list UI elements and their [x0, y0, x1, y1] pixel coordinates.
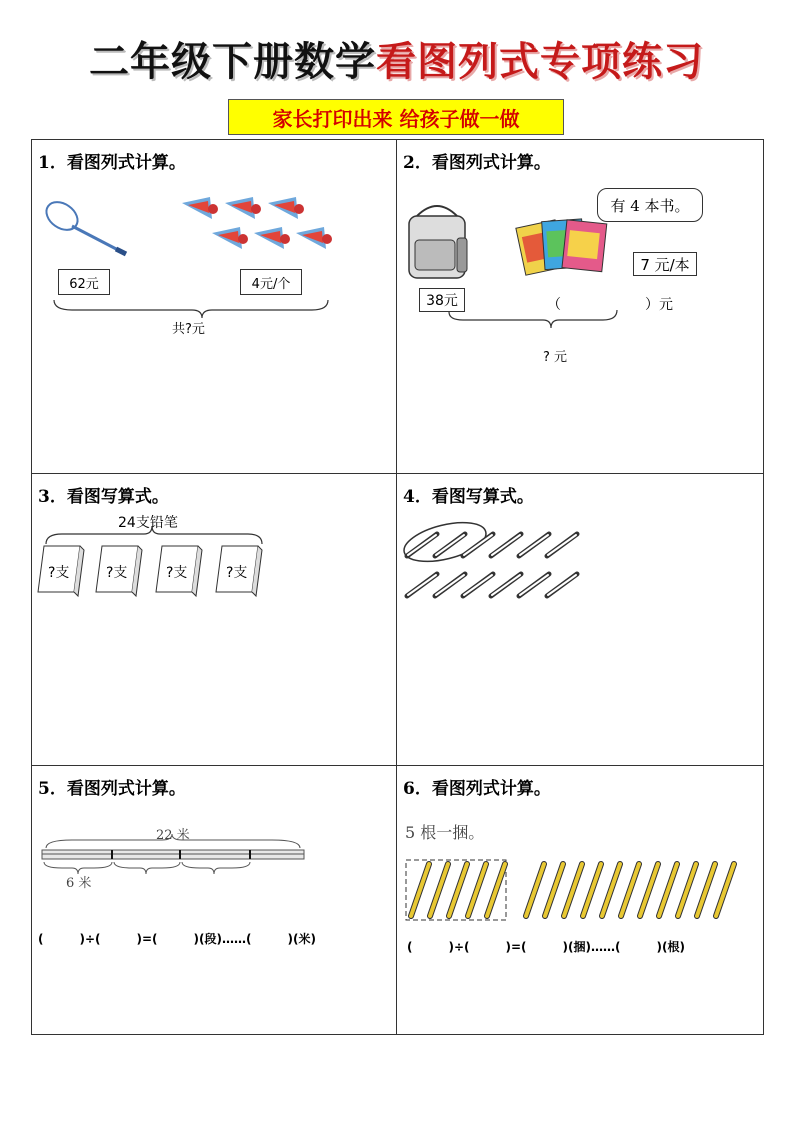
pencil-icon — [547, 534, 577, 556]
shuttle-price: 4元/个 — [240, 269, 302, 295]
problem-title: 2．看图列式计算。 — [403, 153, 551, 173]
stick-icon — [678, 864, 696, 916]
equation-line: ( )÷( )=( )(段)……( )(米) — [38, 932, 316, 946]
pencil-icon — [491, 534, 521, 556]
stick-icon — [487, 864, 505, 916]
books-cost-blank: （ ）元 — [547, 297, 673, 313]
pencil-groups — [397, 474, 764, 614]
pencil-icon — [407, 534, 437, 556]
problem-6 — [397, 766, 764, 1036]
box-label: ?支 — [166, 565, 188, 581]
print-banner: 家长打印出来 给孩子做一做 — [228, 99, 564, 135]
stick-icon — [430, 864, 448, 916]
stick-icon — [545, 864, 563, 916]
group-circle — [400, 515, 490, 568]
pencil-icon — [435, 574, 465, 596]
pencil-icon — [519, 574, 549, 596]
pencil-icon — [407, 574, 437, 596]
pencil-icon — [435, 534, 465, 556]
stick-icon — [564, 864, 582, 916]
unit-price: 7 元/本 — [633, 252, 697, 276]
length-label: 22 米 — [156, 828, 190, 843]
title-main: 二年级下册数学 — [89, 39, 376, 85]
stick-icon — [697, 864, 715, 916]
stick-icon — [526, 864, 544, 916]
sticks-diagram — [397, 766, 764, 906]
stick-icon — [411, 864, 429, 916]
stick-icon — [468, 864, 486, 916]
pencil-boxes — [32, 474, 396, 614]
segment-label: 6 米 — [66, 876, 92, 891]
stick-icon — [640, 864, 658, 916]
pencil-icon — [519, 534, 549, 556]
bundle-note: 5 根一捆。 — [405, 823, 485, 842]
pencil-icon — [463, 534, 493, 556]
problem-title: 4．看图写算式。 — [403, 487, 534, 507]
box-label: ?支 — [226, 565, 248, 581]
box-label: ?支 — [106, 565, 128, 581]
problem-5 — [32, 766, 396, 1036]
problem-title: 1．看图列式计算。 — [38, 153, 186, 173]
problem-3 — [32, 474, 396, 765]
pencil-icon — [491, 574, 521, 596]
total-label: ? 元 — [543, 350, 568, 365]
bag-price: 38元 — [419, 288, 465, 312]
stick-icon — [583, 864, 601, 916]
page-title — [0, 34, 793, 90]
problem-4 — [397, 474, 764, 765]
stick-icon — [659, 864, 677, 916]
problem-1 — [32, 140, 396, 473]
problem-title: 3．看图写算式。 — [38, 487, 169, 507]
stick-icon — [716, 864, 734, 916]
exercise-grid — [31, 139, 764, 1035]
total-label: 24支铅笔 — [118, 515, 178, 531]
problem-2 — [397, 140, 764, 473]
problem-title: 5．看图列式计算。 — [38, 779, 186, 799]
racket-price: 62元 — [58, 269, 110, 295]
pencil-icon — [547, 574, 577, 596]
brace — [397, 140, 764, 340]
equation-line: ( )÷( )=( )(捆)……( )(根) — [407, 940, 685, 954]
stick-icon — [602, 864, 620, 916]
stick-icon — [621, 864, 639, 916]
title-highlight: 看图列式专项练习 — [376, 39, 704, 85]
speech-bubble: 有 4 本书。 — [597, 188, 703, 222]
pencil-icon — [463, 574, 493, 596]
box-label: ?支 — [48, 565, 70, 581]
stick-icon — [449, 864, 467, 916]
problem-title: 6．看图列式计算。 — [403, 779, 551, 799]
brace — [32, 140, 396, 340]
total-label: 共?元 — [172, 322, 205, 337]
